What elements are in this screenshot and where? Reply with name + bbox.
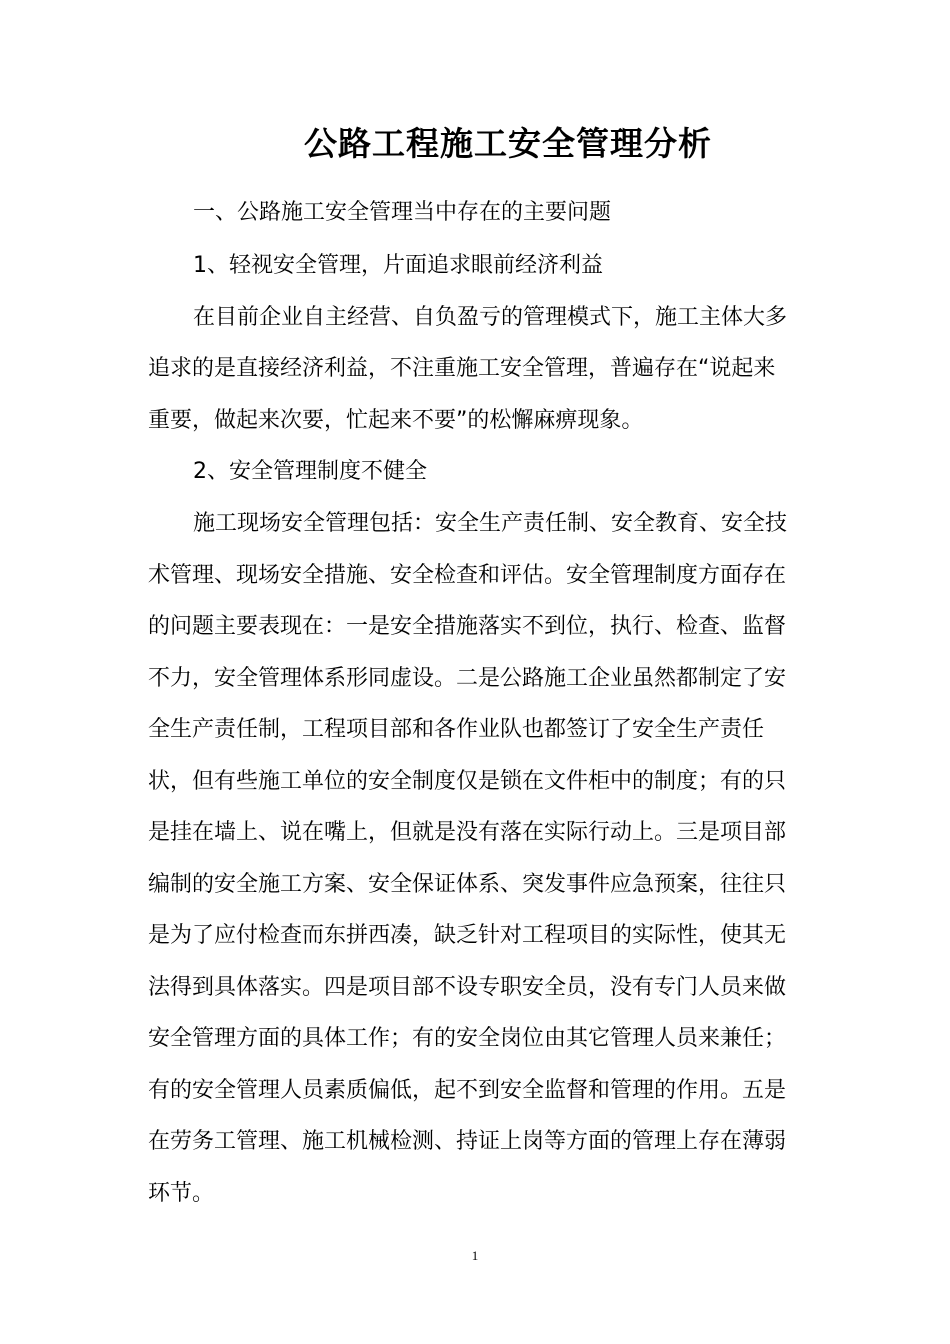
paragraph-line: 在劳务工管理、施工机械检测、持证上岗等方面的管理上存在薄弱 [148,1129,787,1154]
paragraph-line: 重要，做起来次要，忙起来不要”的松懈麻痹现象。 [148,408,644,433]
paragraph-line: 术管理、现场安全措施、安全检查和评估。安全管理制度方面存在 [148,563,787,588]
paragraph-line: 是挂在墙上、说在嘴上，但就是没有落在实际行动上。三是项目部 [148,820,787,845]
subsection-heading: 1、轻视安全管理，片面追求眼前经济利益 [193,253,603,278]
paragraph-line: 有的安全管理人员素质偏低，起不到安全监督和管理的作用。五是 [148,1078,787,1103]
paragraph-line: 环节。 [148,1181,215,1206]
section-heading: 一、公路施工安全管理当中存在的主要问题 [193,200,612,225]
paragraph-line: 追求的是直接经济利益，不注重施工安全管理，普遍存在“说起来 [148,356,776,381]
paragraph-line: 法得到具体落实。四是项目部不设专职安全员，没有专门人员来做 [148,975,787,1000]
paragraph-line: 在目前企业自主经营、自负盈亏的管理模式下，施工主体大多 [193,305,788,330]
paragraph-line: 编制的安全施工方案、安全保证体系、突发事件应急预案，往往只 [148,872,787,897]
paragraph-line: 是为了应付检查而东拼西凑，缺乏针对工程项目的实际性，使其无 [148,923,787,948]
paragraph-line: 的问题主要表现在：一是安全措施落实不到位，执行、检查、监督 [148,614,787,639]
paragraph-line: 全生产责任制，工程项目部和各作业队也都签订了安全生产责任 [148,717,765,742]
paragraph-line: 状，但有些施工单位的安全制度仅是锁在文件柜中的制度；有的只 [148,769,787,794]
page-number: 1 [471,1248,479,1263]
paragraph-line: 不力，安全管理体系形同虚设。二是公路施工企业虽然都制定了安 [148,666,787,691]
paragraph-line: 施工现场安全管理包括：安全生产责任制、安全教育、安全技 [193,511,788,536]
paragraph-line: 安全管理方面的具体工作；有的安全岗位由其它管理人员来兼任； [148,1026,787,1051]
subsection-heading: 2、安全管理制度不健全 [193,459,427,484]
document-title: 公路工程施工安全管理分析 [304,124,712,163]
